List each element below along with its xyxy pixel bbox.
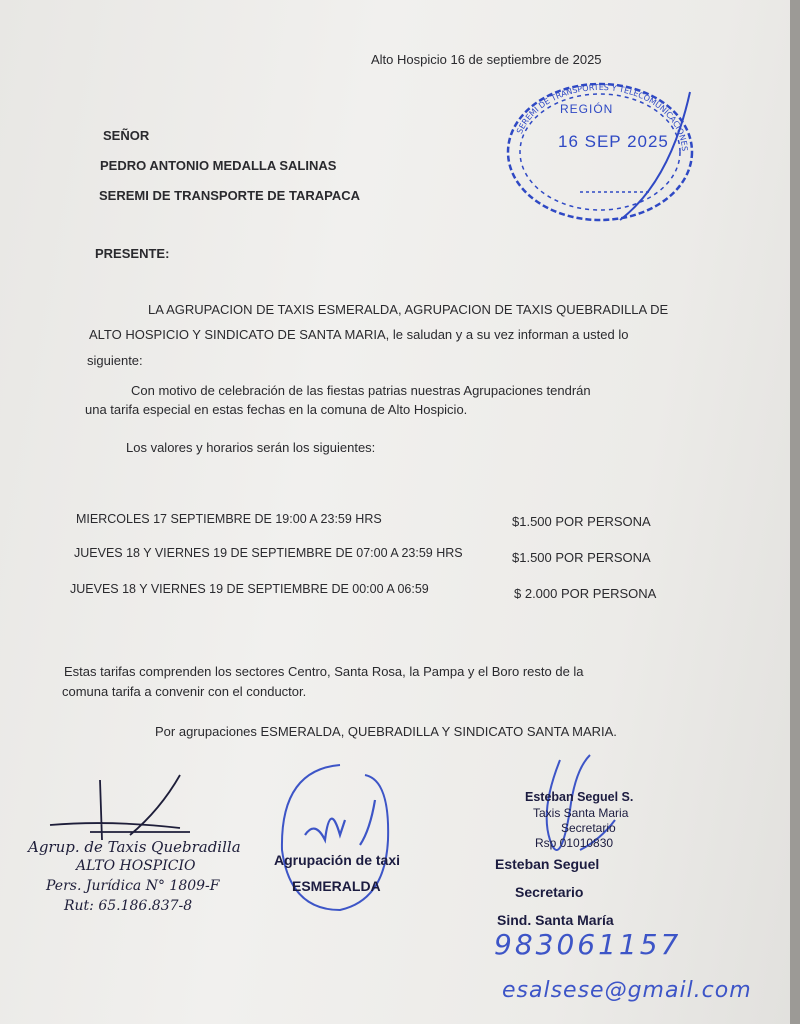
body-p3: Los valores y horarios serán los siguientes: — [126, 440, 376, 455]
quebradilla-line3: Pers. Jurídica N° 1809-F — [46, 878, 220, 894]
presente-label: PRESENTE: — [95, 246, 170, 261]
handwritten-phone: 983061157 — [494, 928, 682, 961]
tariff-row-2-price: $1.500 POR PERSONA — [512, 550, 651, 565]
esmeralda-line2: ESMERALDA — [292, 878, 381, 894]
recipient-name: PEDRO ANTONIO MEDALLA SALINAS — [100, 158, 337, 173]
body-p1-line2: ALTO HOSPICIO Y SINDICATO DE SANTA MARIA, le saludan y a su vez informan a usted lo — [89, 327, 629, 342]
quebradilla-line2: ALTO HOSPICIO — [76, 858, 196, 874]
tariff-row-3-schedule: JUEVES 18 Y VIERNES 19 DE SEPTIEMBRE DE 00:00 A 06:59 — [70, 582, 429, 596]
body-p1-line1: LA AGRUPACION DE TAXIS ESMERALDA, AGRUPACION DE TAXIS QUEBRADILLA DE — [148, 302, 669, 317]
stamp-region: REGIÓN — [560, 102, 614, 116]
quebradilla-line4: Rut: 65.186.837-8 — [64, 898, 193, 914]
date-line: Alto Hospicio 16 de septiembre de 2025 — [371, 52, 602, 67]
tariff-row-2-schedule: JUEVES 18 Y VIERNES 19 DE SEPTIEMBRE DE 07:00 A 23:59 HRS — [74, 546, 463, 560]
quebradilla-line1: Agrup. de Taxis Quebradilla — [28, 838, 241, 856]
closing-line3: Por agrupaciones ESMERALDA, QUEBRADILLA Y SINDICATO SANTA MARIA. — [155, 724, 617, 739]
santa-maria-stamp-line1: Esteban Seguel S. — [525, 790, 634, 804]
tariff-row-3-price: $ 2.000 POR PERSONA — [514, 586, 657, 601]
body-p2-line1: Con motivo de celebración de las fiestas patrias nuestras Agrupaciones tendrán — [131, 383, 591, 398]
reception-stamp — [500, 72, 700, 222]
santa-maria-stamp-line3: Secretario — [561, 821, 616, 835]
santa-maria-line3: Sind. Santa María — [497, 912, 614, 928]
stamp-date: 16 SEP 2025 — [558, 132, 669, 151]
stamp-arc-text: SEREMI DE TRANSPORTES Y TELECOMUNICACIONES — [514, 82, 690, 152]
tariff-row-1-schedule: MIERCOLES 17 SEPTIEMBRE DE 19:00 A 23:59 HRS — [76, 512, 382, 526]
closing-line1: Estas tarifas comprenden los sectores Centro, Santa Rosa, la Pampa y el Boro resto de la — [64, 664, 584, 679]
recipient-position: SEREMI DE TRANSPORTE DE TARAPACA — [99, 188, 360, 203]
santa-maria-stamp-line4: Rsp 01010830 — [535, 836, 614, 850]
santa-maria-stamp-line2: Taxis Santa Maria — [533, 806, 629, 820]
body-p1-line3: siguiente: — [87, 353, 143, 368]
handwritten-email: esalsese@gmail.com — [502, 978, 752, 1003]
esmeralda-signature — [270, 760, 420, 920]
tariff-row-1-price: $1.500 POR PERSONA — [512, 514, 651, 529]
page-edge-shadow — [790, 0, 800, 1024]
salutation: SEÑOR — [103, 128, 150, 143]
santa-maria-line2: Secretario — [515, 884, 584, 900]
closing-line2: comuna tarifa a convenir con el conductor. — [62, 684, 307, 699]
santa-maria-line1: Esteban Seguel — [495, 856, 600, 872]
body-p2-line2: una tarifa especial en estas fechas en la comuna de Alto Hospicio. — [85, 402, 468, 417]
esmeralda-line1: Agrupación de taxi — [274, 852, 401, 868]
